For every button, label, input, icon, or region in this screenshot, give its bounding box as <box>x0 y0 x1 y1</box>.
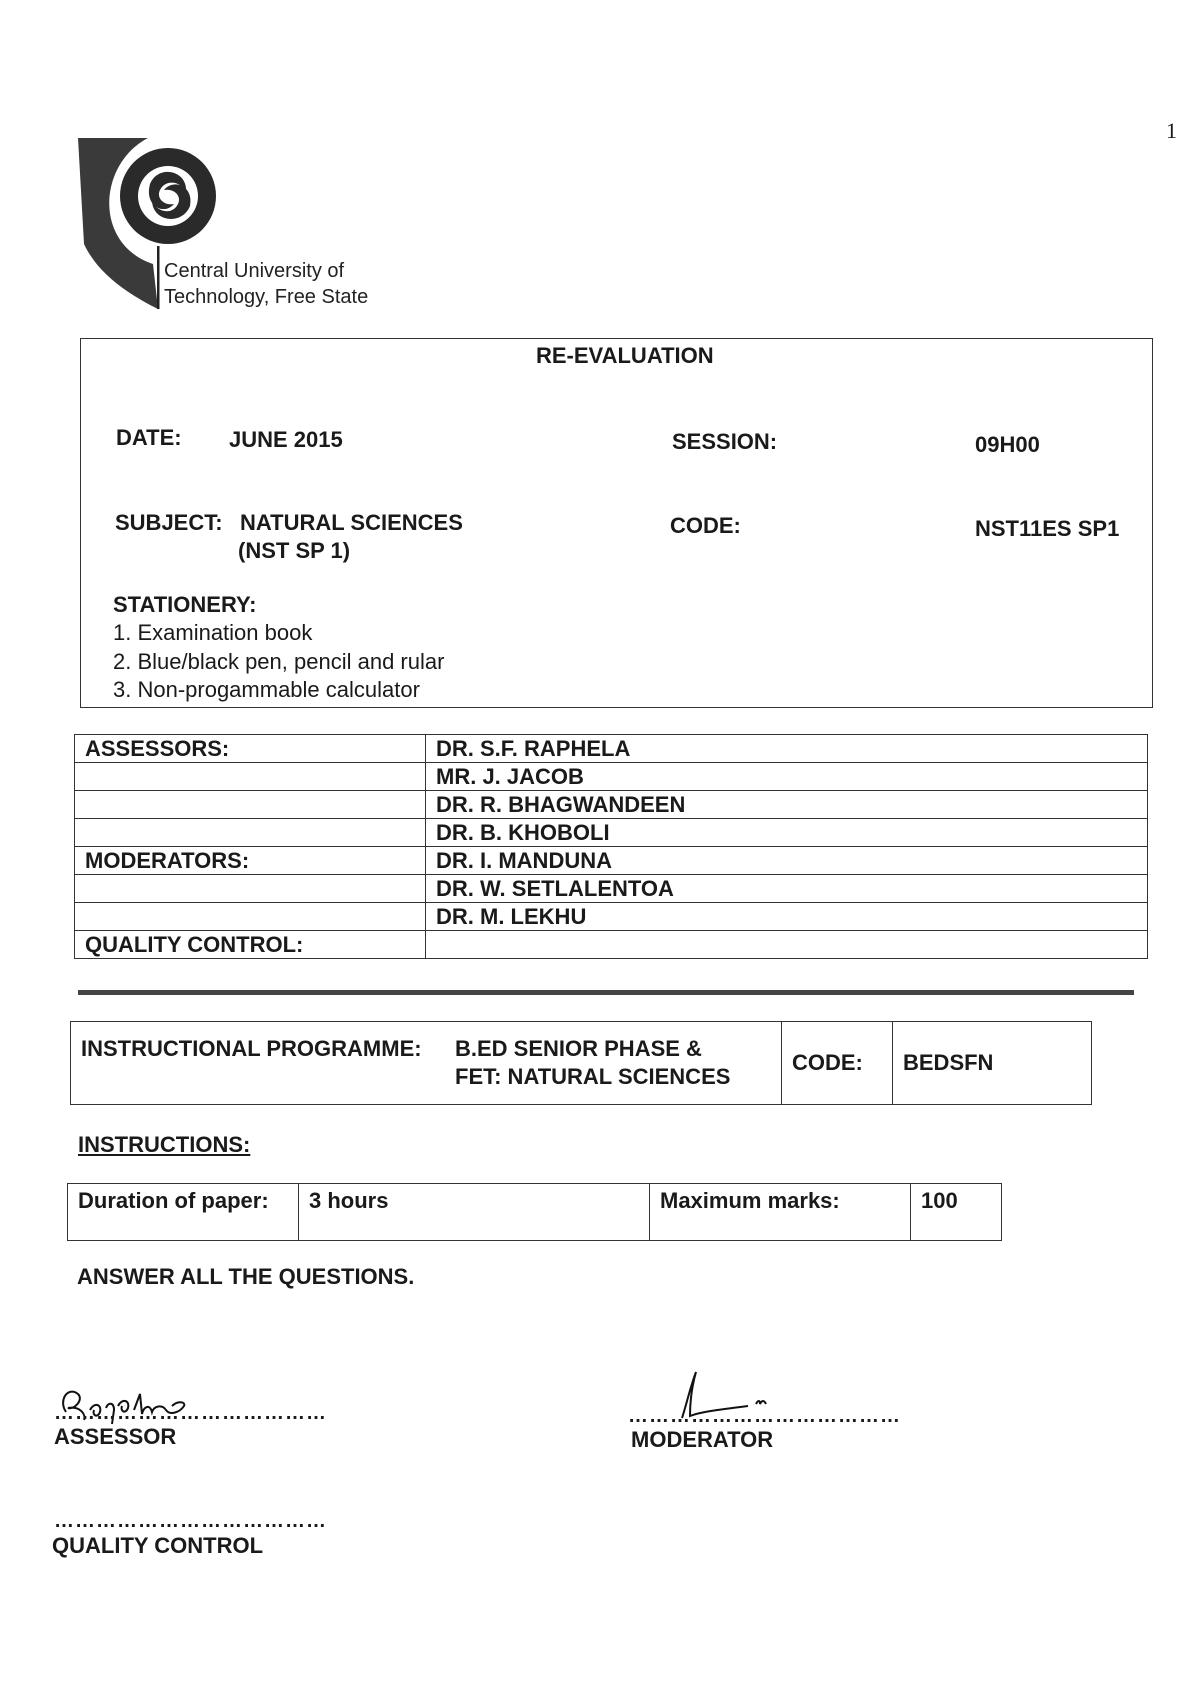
name-cell: DR. S.F. RAPHELA <box>426 735 1148 763</box>
quality-control-label: QUALITY CONTROL <box>52 1533 264 1558</box>
duration-label: Duration of paper: <box>68 1184 299 1241</box>
programme-cell <box>71 1022 782 1105</box>
session-value: 09H00 <box>975 432 1040 457</box>
programme-code-label: CODE: <box>782 1022 893 1105</box>
date-value: JUNE 2015 <box>229 427 343 452</box>
table-row <box>75 735 1148 763</box>
role-cell <box>75 819 426 847</box>
programme-value-line2: FET: NATURAL SCIENCES <box>455 1064 731 1089</box>
name-cell: DR. M. LEKHU <box>426 903 1148 931</box>
name-cell <box>426 931 1148 959</box>
marks-label: Maximum marks: <box>650 1184 911 1241</box>
subject-value: NATURAL SCIENCES <box>240 510 463 535</box>
institution-name-line1: Central University of <box>164 260 345 282</box>
role-cell: MODERATORS: <box>75 847 426 875</box>
programme-value-line1: B.ED SENIOR PHASE & <box>455 1036 702 1061</box>
page-number: 1 <box>1166 118 1177 143</box>
table-row <box>75 763 1148 791</box>
institution-name-line2: Technology, Free State <box>164 286 369 308</box>
code-value: NST11ES SP1 <box>975 516 1120 541</box>
table-row <box>75 931 1148 959</box>
table-row <box>68 1184 1002 1241</box>
stationery-item: 3. Non-progammable calculator <box>113 677 420 702</box>
stationery-label: STATIONERY: <box>113 592 257 617</box>
programme-label: INSTRUCTIONAL PROGRAMME: <box>81 1036 422 1061</box>
role-cell <box>75 875 426 903</box>
role-cell <box>75 763 426 791</box>
programme-table <box>70 1021 1092 1105</box>
name-cell: DR. W. SETLALENTOA <box>426 875 1148 903</box>
table-row <box>75 819 1148 847</box>
quality-control-signature-line: ………………………………… <box>54 1510 327 1532</box>
name-cell: MR. J. JACOB <box>426 763 1148 791</box>
document-title: RE-EVALUATION <box>536 343 714 368</box>
role-cell <box>75 791 426 819</box>
date-label: DATE: <box>116 425 182 450</box>
programme-code-value: BEDSFN <box>893 1022 1092 1105</box>
table-row <box>71 1022 1092 1105</box>
moderator-signature-line: ………………………………… <box>628 1405 901 1427</box>
name-cell: DR. B. KHOBOLI <box>426 819 1148 847</box>
table-row <box>75 791 1148 819</box>
subject-label: SUBJECT: <box>115 510 223 535</box>
name-cell: DR. I. MANDUNA <box>426 847 1148 875</box>
assessor-label: ASSESSOR <box>54 1424 177 1449</box>
name-cell: DR. R. BHAGWANDEEN <box>426 791 1148 819</box>
code-label: CODE: <box>670 513 741 538</box>
subject-code-line: (NST SP 1) <box>238 538 351 563</box>
assessor-signature-line: ………………………………… <box>54 1402 327 1424</box>
moderator-label: MODERATOR <box>631 1427 774 1452</box>
role-cell: QUALITY CONTROL: <box>75 931 426 959</box>
divider <box>78 990 1134 995</box>
table-row <box>75 903 1148 931</box>
staff-table <box>74 734 1148 959</box>
stationery-item: 1. Examination book <box>113 620 313 645</box>
instructions-heading: INSTRUCTIONS: <box>78 1132 251 1157</box>
duration-table <box>67 1183 1002 1241</box>
institution-name <box>164 258 368 310</box>
table-row <box>75 847 1148 875</box>
session-label: SESSION: <box>672 429 778 454</box>
answer-instruction: ANSWER ALL THE QUESTIONS. <box>77 1264 415 1289</box>
role-cell: ASSESSORS: <box>75 735 426 763</box>
stationery-item: 2. Blue/black pen, pencil and rular <box>113 649 445 674</box>
role-cell <box>75 903 426 931</box>
table-row <box>75 875 1148 903</box>
marks-value: 100 <box>911 1184 1002 1241</box>
duration-value: 3 hours <box>299 1184 650 1241</box>
